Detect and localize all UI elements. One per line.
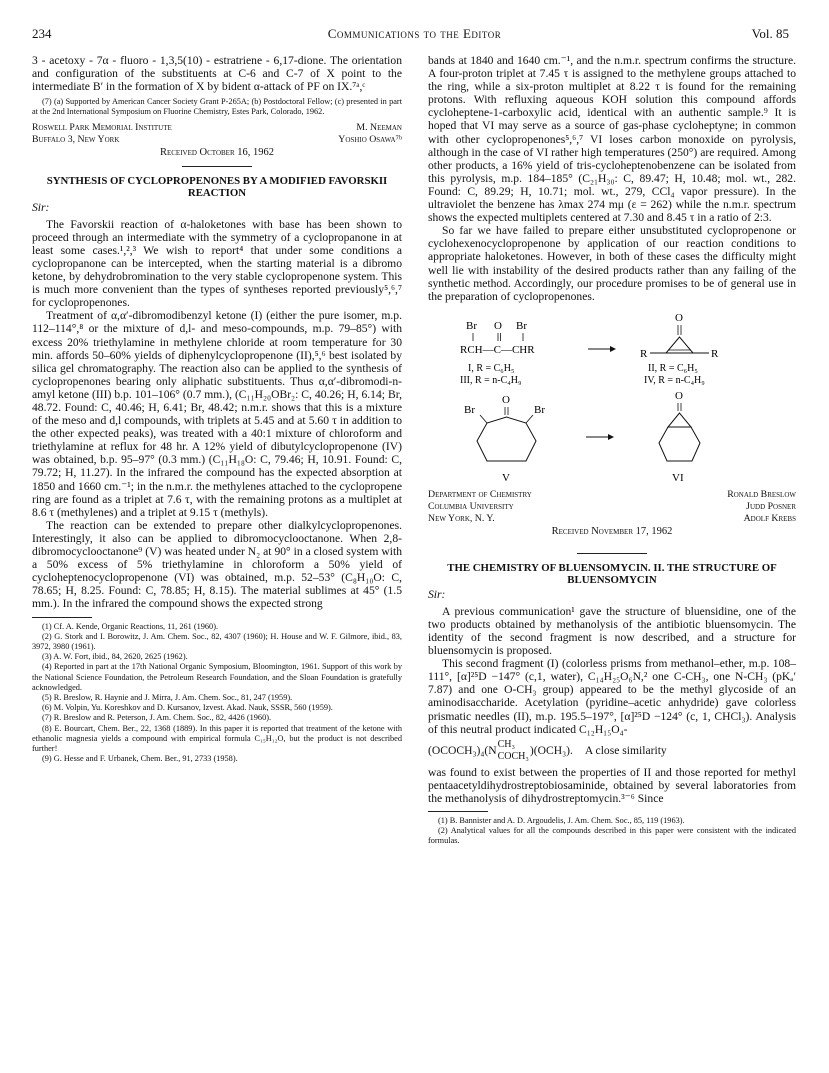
- paragraph-3: The reaction can be extended to prepare other dialkylcyclopropenones. Interestingly, it also can be applied to dibromocyclooctanone. When 2,8-dibromocyclooctanone⁹ (V) was heated under N₂ at 90° in a closed system with a 50% excess of 5% triethylamine in chloroform a 50% yield of cycloheptenocyclopropenone (VI) was obtained, m.p. 52–53° (C₈H₁₀O: C, 78.65; H, 8.25. Found: C, 78.85; H, 8.15). The material sublimes at 45° (1.5 mm.). In the infrared the compound shows the expected strong: [32, 518, 402, 611]
- arrow-2: [586, 434, 614, 440]
- separator-rule-2: [577, 553, 647, 554]
- arrow-1: [588, 346, 616, 352]
- footnote-4: (4) Reported in part at the 17th National Organic Symposium, Bloomington, 1961. Support of this work by the National Science Foundation, the Petroleum Research Foundation, and the Sloan Foundation is gratefully acknowledged.: [32, 662, 402, 692]
- label-compound-iv: IV, R = n-C₄H₉: [644, 374, 705, 386]
- formula-prefix: (OCOCH₃)₄(N: [428, 744, 497, 758]
- footnote-7: (7) R. Breslow and R. Peterson, J. Am. Chem. Soc., 82, 4426 (1960).: [42, 713, 272, 723]
- atom-br-4: Br: [534, 403, 545, 416]
- prev-affiliation: [32, 122, 402, 146]
- reaction-scheme: [428, 309, 796, 487]
- atom-r-1: R: [640, 347, 648, 360]
- cyclopropenone-structure: [640, 312, 719, 386]
- prev-footnote: (7) (a) Supported by American Cancer Society Grant P-265A; (b) Postdoctoral Fellow; (c) presented in part at the 2nd International Symposium on Fluorine Chemistry, Estes Park, Colorado, 1962.: [32, 97, 402, 117]
- affiliation: [428, 489, 796, 525]
- formula-upper: CH₃: [497, 738, 516, 750]
- footnote-r1: (1) B. Bannister and A. D. Argoudelis, J. Am. Chem. Soc., 85, 119 (1963).: [438, 816, 685, 825]
- prev-affiliation-institute: Roswell Park Memorial Institute Buffalo 3, New York: [32, 121, 172, 145]
- formula-suffix: )(OCH₃).: [529, 744, 573, 758]
- prev-received-date: Received October 16, 1962: [159, 146, 274, 158]
- atom-br-2: Br: [516, 319, 527, 332]
- structural-formula-line: [428, 739, 796, 763]
- article2-paragraph-2: This second fragment (I) (colorless prisms from methanol–ether, m.p. 108–111°, [α]²⁵D −147° (c,1, water), C₁₄H₂₅O₆N,² one C-CH₃, one N-CH₃ (pKₐ′ 7.87) and one O-CH₃ group) appeared to be the methyl glycoside of an aminodisaccharide. Acetylation (pyridine–acetic anhydride) gave colorless prismatic needles (II), m.p. 195.5–197°, [α]²⁵D −124° (c, 1, CHCl₃). Analysis of this neutral product indicated C₁₂H₁₅O₄-: [428, 657, 796, 736]
- atom-br-1: Br: [466, 319, 477, 332]
- atom-o-3: O: [502, 393, 510, 406]
- label-compound-i: I, R = C₆H₅: [468, 362, 515, 374]
- running-title: Communications to the Editor: [327, 26, 502, 41]
- label-compound-iii: III, R = n-C₄H₉: [460, 374, 522, 386]
- prev-affiliation-authors: M. Neeman Yoshio Osawa⁷ᵇ: [338, 121, 402, 145]
- right-paragraph-2: So far we have failed to prepare either unsubstituted cyclopropenone or cyclohexenocyclopropenone by application of our reaction conditions to appropriate haloketones. However, in both of these cases the difficulty might well lie with instability of the desired products rather than any failing of the synthetic method. Accordingly, our procedure promises to be of general use in the preparation of cyclopropenones.: [428, 224, 796, 303]
- cycloheptenocyclopropenone-structure: [659, 390, 700, 484]
- footnote-8: (8) E. Bourcart, Chem. Ber., 22, 1368 (1889). In this paper it is reported that treatment of the ketone with ethanolic magnesia yields a compound with empirical formula C₁₅H₁₂O, but the product is not described further!: [32, 723, 402, 753]
- formula-lower: COCH₃: [497, 750, 529, 762]
- dibromo-ketone-formula: [460, 320, 535, 386]
- formula-branch: [498, 739, 529, 763]
- atom-o-4: O: [675, 389, 683, 402]
- paragraph-1: The Favorskii reaction of α-haloketones with base has been shown to proceed through an intermediate with the symmetry of a cyclopropanone in at least some cases.¹,²,³ We wish to report⁴ that under some conditions a cyclopropanone can be intercepted, when the starting material is a dibromo ketone, by dehydrobromination to the very stable cyclopropenone system. This is much more convenient than the types of syntheses reported previously⁵,⁶,⁷ for cyclopropenones.: [32, 217, 402, 310]
- left-column: [32, 54, 402, 764]
- label-compound-v: V: [502, 471, 510, 484]
- label-compound-vi: VI: [672, 471, 684, 484]
- atom-o-2: O: [675, 311, 683, 324]
- volume-label: Vol. 85: [751, 26, 789, 41]
- atom-r-2: R: [711, 347, 719, 360]
- footnote-rule: [32, 617, 92, 618]
- affiliation-authors: Ronald Breslow Judd Posner Adolf Krebs: [727, 488, 796, 524]
- right-paragraph-1: bands at 1840 and 1640 cm.⁻¹, and the n.m.r. spectrum confirms the structure. A four-proton triplet at 7.45 τ is assigned to the methylene groups attached to the ring, while a six-proton multiplet at 8.22 τ is found for the remaining protons. With refluxing aqueous KOH solution this compound affords cycloheptene-1-carboxylic acid, identical with an authentic sample.⁹ It is hoped that VI may serve as a source of gas-phase cycloheptyne; in common with other cyclopropenones⁵,⁶,⁷ VI loses carbon monoxide on pyrolysis, although in the case of VI rather high temperatures (250°) are required. Among other products, a 16% yield of tris-cycloheptenobenzene can be isolated from this pyrolysis, m.p. 184–185° (C₂₁H₃₀: C, 89.47; H, 10.48; mol. wt., 282. Found: C, 89.29; H, 10.71; mol. wt., 279, CCl₄ vapor pressure). In the ultraviolet the benzene has λmax 274 mμ (ε = 262) while the n.m.r. spectrum shows the expected multiplets centered at 7.30 and 8.45 τ in a ratio of 2:3.: [428, 54, 796, 225]
- formula-rch-c-chr: RCH—C—CHR: [460, 343, 535, 356]
- atom-br-3: Br: [464, 403, 475, 416]
- right-column: [428, 54, 796, 847]
- footnote-2: (2) G. Stork and I. Borowitz, J. Am. Chem. Soc., 82, 4307 (1960); H. House and W. F. Gilmore, ibid., 83, 3972, 3980 (1961).: [32, 631, 402, 651]
- article2-paragraph-3: was found to exist between the properties of II and those reported for methyl pentaacetyldihydrostreptobiosaminide, obtained by several laboratories from the methanolysis of dihydrostreptomycin.³⁻⁶ Since: [428, 765, 796, 805]
- separator-rule: [182, 166, 252, 167]
- dibromocyclooctanone-structure: [464, 394, 545, 484]
- page-number: 234: [32, 26, 52, 41]
- footnote-3: (3) A. W. Fort, ibid., 84, 2620, 2625 (1962).: [42, 652, 188, 662]
- article2-title: THE CHEMISTRY OF BLUENSOMYCIN. II. THE STRUCTURE OF BLUENSOMYCIN: [447, 561, 777, 586]
- paragraph-2: Treatment of α,α′-dibromodibenzyl ketone (I) (either the pure isomer, m.p. 112–114°,⁸ or the mixture of d,l- and meso-compounds, m.p. 79–85°) with excess 20% triethylamine in methylene chloride at room temperature for 30 min. affords 50–60% yields of diphenylcyclopropenone (II),⁵,⁶ best isolated by silica gel chromatography. The reaction also can be applied to the synthesis of cyclopropenones bearing only aliphatic substituents. Thus α,α′-dibromodi-n-amyl ketone (III) b.p. 101–106° (0.7 mm.), (C₁₁H₂₀OBr₂: C, 40.26; H, 6.14; Br, 48.72. Found: C, 40.46; H, 6.41; Br, 48.42; n.m.r. shows that this is a mixture of the meso and d,l compounds, with triplets at 5.45 and at 5.60 τ in addition to the other expected peaks), was treated with a 40:1 mixture of chloroform and triethylamine at reflux for 48 hr. A 12% yield of dibutylcyclopropenone (IV) was obtained, b.p. 95–97° (0.3 mm.) (C₁₁H₁₈O: C, 79.46; H, 10.91. Found: C, 79.72; H, 11.27). In the infrared the compound has the expected absorption at 1850 and 1660 cm.⁻¹; in the n.m.r. the methylenes attached to the cyclopropene ring are found as a triplet at 7.6 τ, with the remaining protons as a multiplet at 8.6 τ (methylenes) and a triplet at 9.15 τ (methyls).: [32, 309, 402, 519]
- article-title: SYNTHESIS OF CYCLOPROPENONES BY A MODIFIED FAVORSKII REACTION: [46, 174, 388, 199]
- label-compound-ii: II, R = C₆H₅: [648, 362, 698, 374]
- salutation-2: Sir:: [428, 587, 446, 601]
- footnote-6: (6) M. Volpin, Yu. Koreshkov and D. Kursanov, Izvest. Akad. Nauk, SSSR, 560 (1959).: [42, 703, 333, 713]
- atom-o-1: O: [494, 319, 502, 332]
- footnote-5: (5) R. Breslow, R. Haynie and J. Mirra, J. Am. Chem. Soc., 81, 247 (1959).: [42, 692, 293, 702]
- footnote-9: (9) G. Hesse and F. Urbanek, Chem. Ber., 91, 2733 (1958).: [42, 754, 238, 764]
- continuation-text: 3 - acetoxy - 7α - fluoro - 1,3,5(10) - estratriene - 6,17-dione. The orientation and configuration of the substituents at C-6 and C-7 of X point to the intermediate B′ in the formation of X by bident α-attack of PF on IX.⁷ᵃ,ᶜ: [32, 54, 402, 94]
- received-date: Received November 17, 1962: [551, 525, 673, 537]
- footnote-r2: (2) Analytical values for all the compounds described in this paper were consistent with the indicated formulas.: [428, 826, 796, 846]
- footnote-1: (1) Cf. A. Kende, Organic Reactions, 11, 261 (1960).: [42, 621, 219, 631]
- footnote-rule-2: [428, 811, 488, 812]
- salutation: Sir:: [32, 200, 50, 214]
- article2-paragraph-1: A previous communication¹ gave the structure of bluensidine, one of the two products obtained by methanolysis of the antibiotic bluensomycin. The identity of the second fragment is now described, and a structure for bluensomycin is proposed.: [428, 604, 796, 658]
- affiliation-institute: Department of Chemistry Columbia University New York, N. Y.: [428, 488, 532, 524]
- formula-trailing-text: A close similarity: [584, 744, 667, 758]
